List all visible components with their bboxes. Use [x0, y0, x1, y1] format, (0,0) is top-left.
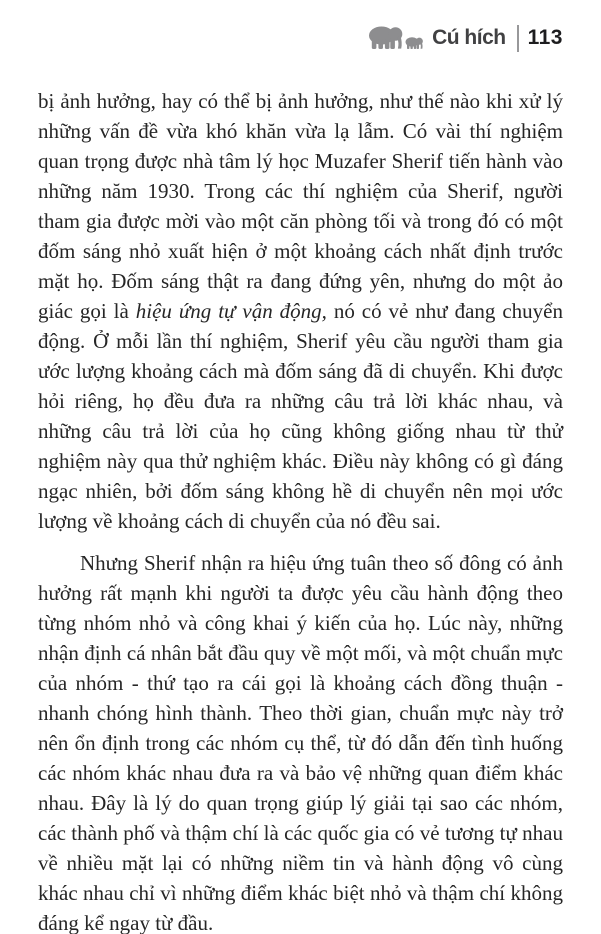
- page-number: 113: [527, 26, 563, 49]
- page-header: [367, 24, 563, 52]
- page-body: [38, 86, 563, 934]
- paragraph-2: [38, 548, 563, 934]
- text-run: nó có vẻ như đang chuyển động. Ở mỗi lần thí nghiệm, Sherif yêu cầu người tham gia ước lượng khoảng cách mà đốm sáng đã di chuyển. Khi được hỏi riêng, họ đều đưa ra những câu trả lời khác nhau, và những câu trả lời của họ cũng không giống nhau từ thử nghiệm này qua thử nghiệm khác. Điều này không có gì đáng ngạc nhiên, bởi đốm sáng không hề di chuyển nên mọi ước lượng về khoảng cách di chuyển của nó đều sai.: [38, 299, 563, 533]
- paragraph-1: [38, 86, 563, 536]
- text-run: Nhưng Sherif nhận ra hiệu ứng tuân theo số đông có ảnh hưởng rất mạnh khi người ta được yêu cầu hành động theo từng nhóm nhỏ và công khai ý kiến của họ. Lúc này, những nhận định cá nhân bắt đầu quy về một mối, và một chuẩn mực của nhóm - thứ tạo ra cái gọi là khoảng cách đồng thuận - nhanh chóng hình thành. Theo thời gian, chuẩn mực này trở nên ổn định trong các nhóm cụ thể, từ đó dẫn đến tình huống các nhóm khác nhau đưa ra và bảo vệ những quan điểm khác nhau. Đây là lý do quan trọng giúp lý giải tại sao các nhóm, các thành phố và thậm chí là các quốc gia có vẻ tương tự nhau về nhiều mặt lại có những niềm tin và hành động vô cùng khác nhau chỉ vì những điểm khác biệt nhỏ và thậm chí không đáng kể ngay từ đầu.: [38, 551, 563, 934]
- text-run: bị ảnh hưởng, hay có thể bị ảnh hưởng, như thế nào khi xử lý những vấn đề vừa khó khăn vừa lạ lẫm. Có vài thí nghiệm quan trọng được nhà tâm lý học Muzafer Sherif tiến hành vào những năm 1930. Trong các thí nghiệm của Sherif, người tham gia được mời vào một căn phòng tối và trong đó có một đốm sáng nhỏ xuất hiện ở một khoảng cách nhất định trước mặt họ. Đốm sáng thật ra đang đứng yên, nhưng do một ảo giác gọi là: [38, 89, 563, 323]
- book-title: Cú hích: [432, 26, 506, 49]
- two-elephants-icon: [367, 24, 425, 52]
- italic-term: hiệu ứng tự vận động,: [135, 299, 327, 323]
- header-divider: [517, 25, 519, 52]
